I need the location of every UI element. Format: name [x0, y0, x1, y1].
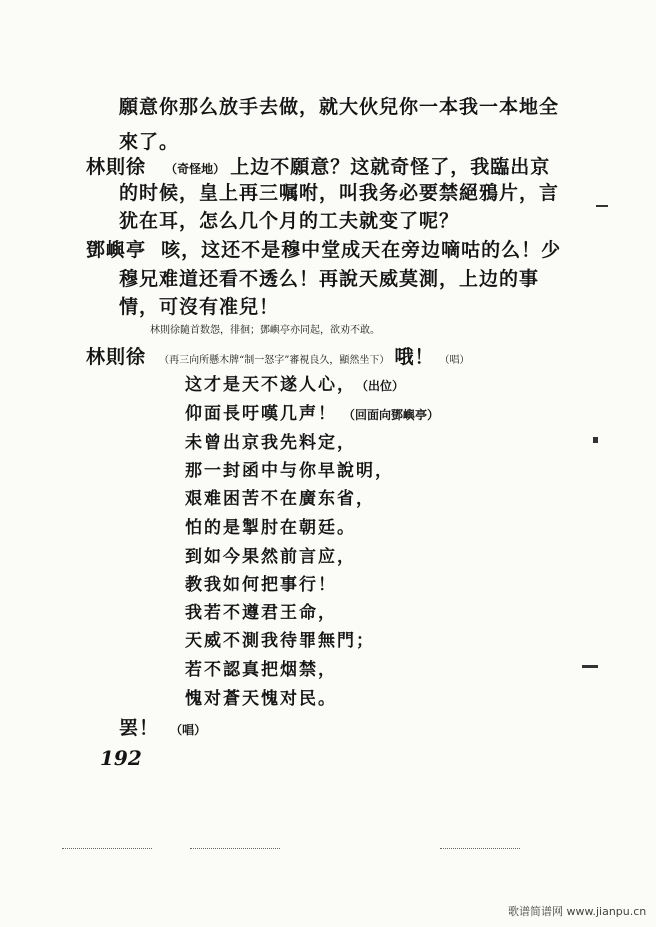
dialogue-text: 咳，这还不是穆中堂成天在旁边嘀咕的么！少	[161, 239, 562, 261]
dialogue-text: 上边不願意？这就奇怪了，我臨出京	[230, 156, 551, 178]
verse-line: 教我如何把事行！	[185, 575, 337, 595]
closing-line	[119, 713, 206, 740]
text-line-8: 情，可沒有准兒！	[119, 296, 280, 318]
verse-line: 我若不遵君王命，	[185, 603, 337, 623]
verse-line: 未曾出京我先料定，	[185, 433, 356, 453]
verse-line: 到如今果然前言应，	[185, 547, 356, 567]
text-line-7: 穆兄难道还看不透么！再說天威莫測，上边的事	[119, 268, 540, 290]
verse-line: 这才是天不遂人心， （出位）	[185, 375, 405, 395]
dialogue-line-10	[86, 342, 470, 369]
speaker-name: 林則徐	[86, 346, 147, 368]
closing-text: 罢！	[119, 717, 160, 739]
scan-mark	[582, 665, 598, 668]
stage-direction: （再三向所懸木牌“制一怒字”審視良久，顯然坐下）	[159, 355, 390, 366]
verse-line: 艰难困苦不在廣东省，	[185, 489, 375, 509]
dialogue-text: 哦！	[394, 346, 435, 368]
speaker-name: 鄧嶼亭	[86, 239, 147, 261]
text-line-2: 來了。	[119, 131, 180, 153]
scan-mark	[190, 848, 280, 850]
text-line-1: 願意你那么放手去做，就大伙兒你一本我一本地全	[119, 96, 560, 118]
verse-line: 那一封函中与你早說明，	[185, 461, 394, 481]
sing-cue: （唱）	[439, 355, 470, 366]
verse-line: 仰面長吁嘆几声！ （回面向鄧嶼亭）	[185, 404, 440, 424]
scan-mark	[593, 437, 598, 443]
scan-mark	[62, 848, 152, 850]
scan-mark	[440, 848, 520, 850]
text-line-4: 的时候，皇上再三嘱咐，叫我务必要禁絕鴉片，言	[119, 182, 560, 204]
stage-direction: （奇怪地）	[165, 162, 226, 176]
page-number: 192	[100, 746, 142, 770]
dialogue-line-3	[86, 152, 550, 179]
verse-line: 天威不測我待罪無門；	[185, 631, 375, 651]
verse-line: 愧对蒼天愧对民。	[185, 689, 337, 709]
watermark: 歌谱简谱网 www.jianpu.cn	[508, 905, 647, 918]
dialogue-line-6	[86, 235, 561, 262]
verse-line: 怕的是掣肘在朝廷。	[185, 518, 356, 538]
stage-direction-line: 林則徐隨首数怨，徘徊；鄧嶼亭亦同起，欲劝不敢。	[150, 325, 380, 336]
speaker-name: 林則徐	[86, 156, 147, 178]
sing-cue: （唱）	[170, 723, 207, 737]
scan-mark	[596, 205, 608, 207]
verse-line: 若不認真把烟禁，	[185, 660, 337, 680]
text-line-5: 犹在耳，怎么几个月的工夫就变了呢？	[119, 210, 460, 232]
